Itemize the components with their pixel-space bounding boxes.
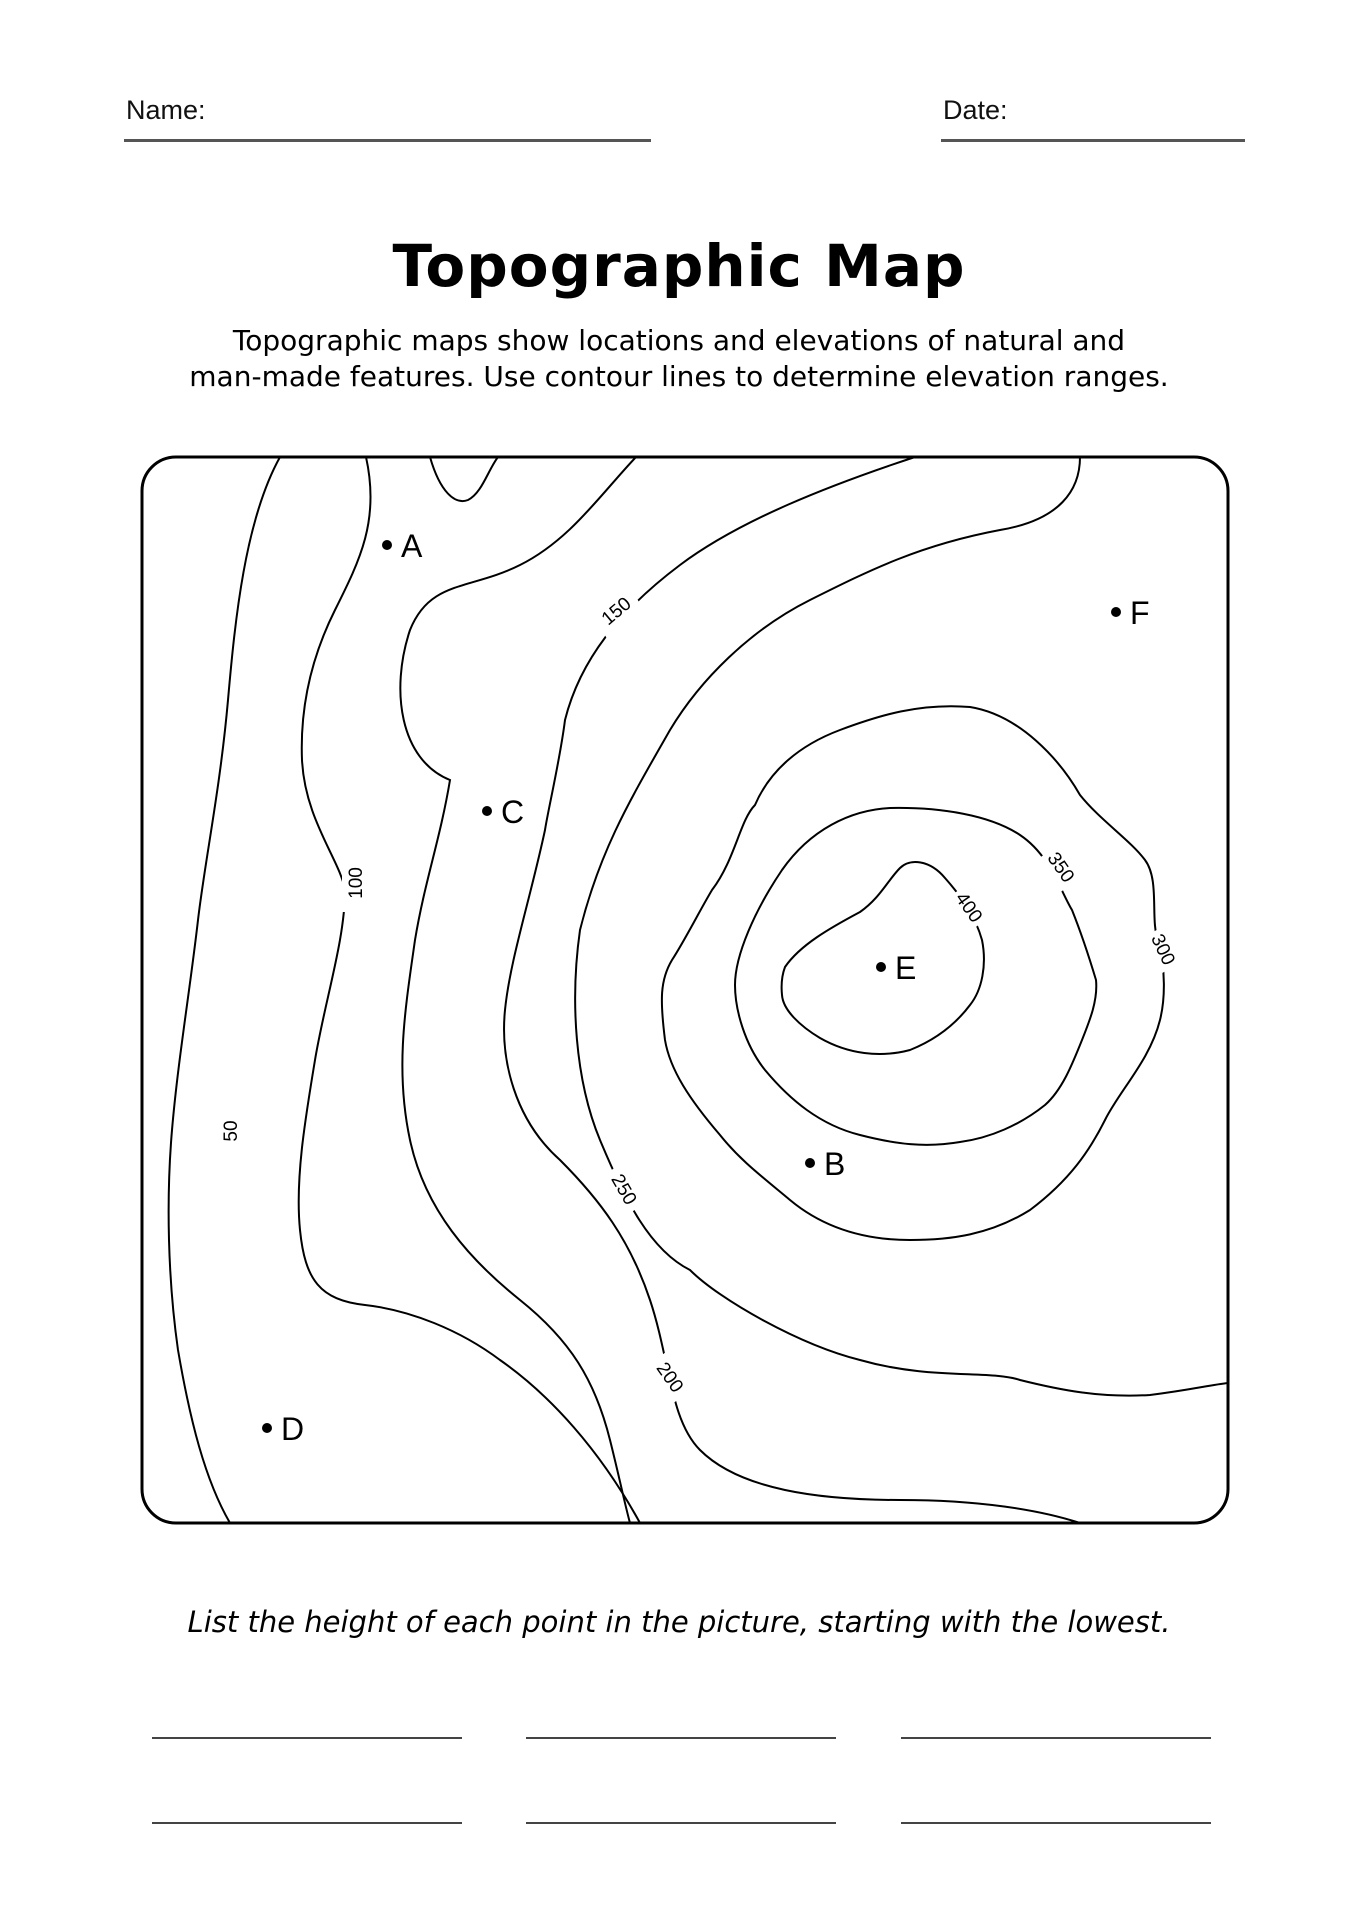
contour-label-100: 100 — [346, 867, 368, 899]
contour-label-150: 150 — [597, 593, 636, 630]
contour-label-250: 250 — [606, 1170, 641, 1209]
date-label: Date: — [943, 95, 1008, 125]
point-f-label: F — [1130, 595, 1150, 631]
answer-blank-2[interactable] — [526, 1737, 836, 1739]
name-label: Name: — [126, 95, 206, 125]
point-a-marker — [382, 540, 392, 550]
answer-blank-1[interactable] — [152, 1737, 462, 1739]
contour-line-200 — [504, 457, 1080, 1523]
contour-label-200: 200 — [651, 1358, 688, 1397]
contour-label-50: 50 — [221, 1120, 243, 1142]
answer-blank-6[interactable] — [901, 1822, 1211, 1824]
contour-line-knoll — [430, 457, 498, 501]
point-d-marker — [262, 1423, 272, 1433]
point-d-label: D — [281, 1411, 305, 1447]
point-c-marker — [482, 806, 492, 816]
intro-line-1: Topographic maps show locations and elevations of natural and — [232, 324, 1126, 357]
contour-label-400: 400 — [950, 888, 987, 927]
answer-blank-3[interactable] — [901, 1737, 1211, 1739]
point-b-label: B — [824, 1146, 846, 1182]
contour-line-100 — [299, 457, 640, 1523]
contour-line-400 — [782, 862, 987, 1054]
point-e-marker — [876, 962, 886, 972]
intro-line-2: man-made features. Use contour lines to determine elevation ranges. — [189, 360, 1169, 393]
contour-label-300: 300 — [1146, 930, 1179, 969]
point-b-marker — [805, 1158, 815, 1168]
answer-blank-5[interactable] — [526, 1822, 836, 1824]
point-c-label: C — [501, 794, 525, 830]
instruction-text: List the height of each point in the picture, starting with the lowest. — [187, 1605, 1171, 1639]
point-f-marker — [1111, 607, 1121, 617]
map-frame — [142, 457, 1228, 1523]
page-title: Topographic Map — [392, 232, 966, 300]
answer-blank-4[interactable] — [152, 1822, 462, 1824]
point-e-label: E — [895, 950, 917, 986]
contour-line-50 — [169, 457, 280, 1523]
point-a-label: A — [401, 528, 423, 564]
contour-label-350: 350 — [1042, 848, 1079, 887]
